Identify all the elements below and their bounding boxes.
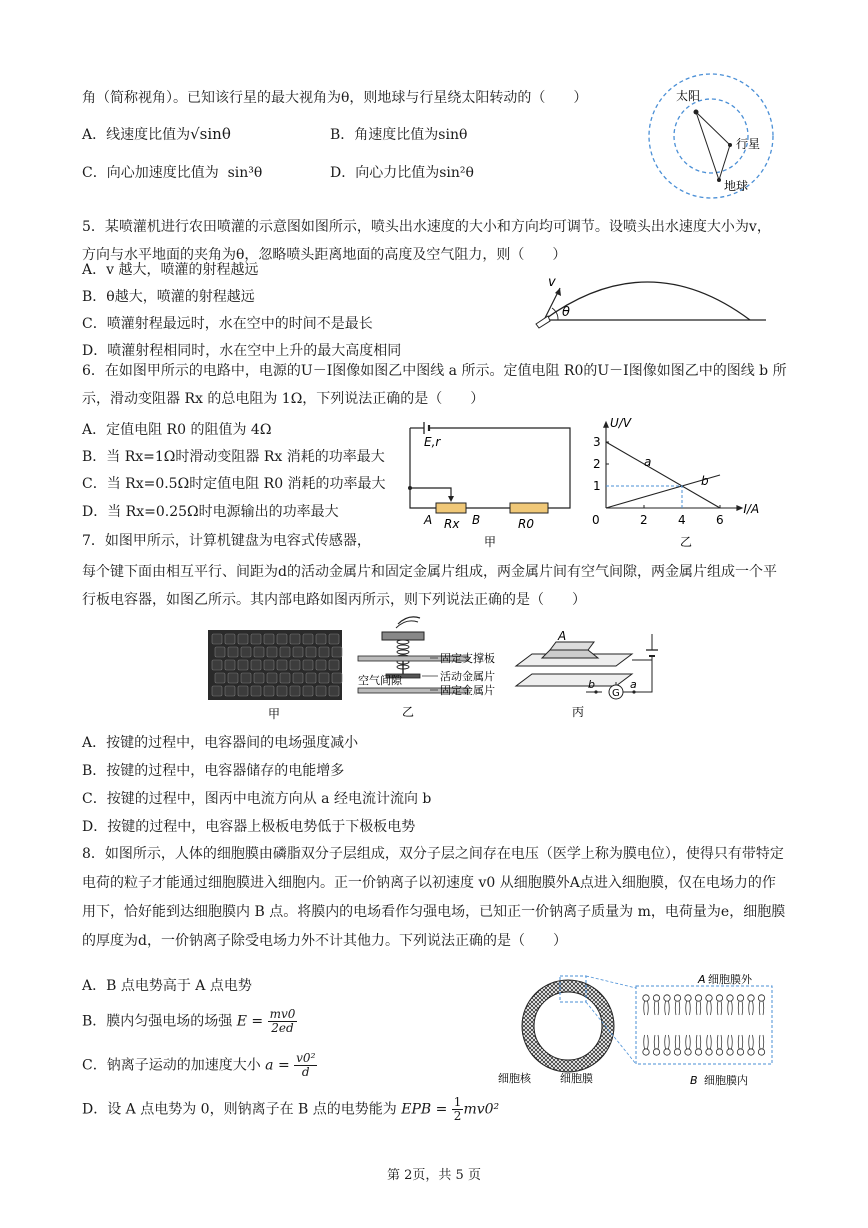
q6-circuit-figure <box>400 420 580 548</box>
key-icon <box>267 647 277 657</box>
lipid-head <box>695 1049 701 1055</box>
lipid-tail <box>675 1035 680 1049</box>
inside-label: 细胞膜内 <box>704 1074 748 1087</box>
key-icon <box>306 647 316 657</box>
key-icon <box>277 686 287 696</box>
graph-caption: 乙 <box>680 535 693 549</box>
q4-orbit-figure <box>636 72 786 202</box>
q7-option-c: C．按键的过程中，图丙中电流方向从 a 经电流计流向 b <box>82 791 432 807</box>
rx-label: Rx <box>444 517 460 531</box>
lipid-head <box>748 995 754 1001</box>
q6-option-d: D．当 Rx=0.25Ω时电源输出的功率最大 <box>82 504 339 520</box>
node-a-label: A <box>424 513 433 527</box>
membrane-label: 细胞膜 <box>560 1072 593 1085</box>
key-block <box>550 642 594 650</box>
key-icon <box>303 660 313 670</box>
q5-option-c: C．喷灌射程最远时，水在空中的时间不是最长 <box>82 316 373 332</box>
key-icon <box>316 634 326 644</box>
lipid-tail <box>728 1035 733 1049</box>
key-icon <box>228 673 238 683</box>
q6-stem: 6．在如图甲所示的电路中，电源的U－I图像如图乙中图线 a 所示。定值电阻 R0的U－I图像如图乙中的图线 b 所示，滑动变阻器 Rx 的总电阻为 1Ω，下列说法正确的是（ ） <box>82 363 787 407</box>
nozzle-icon <box>536 316 550 328</box>
q8-option-b: B．膜内匀强电场的场强 E = $\frac{mv0}{2ed}$ <box>82 1007 296 1035</box>
lipid-head <box>706 995 712 1001</box>
energy-fraction: $\frac{1}{2}$ <box>453 1095 462 1123</box>
key-icon <box>225 686 235 696</box>
key-icon <box>212 660 222 670</box>
key-icon <box>264 634 274 644</box>
air-gap-label: 空气间隙 <box>358 674 402 687</box>
key-icon <box>251 686 261 696</box>
key-icon <box>332 647 342 657</box>
key-icon <box>319 673 329 683</box>
structure-caption: 乙 <box>402 705 415 719</box>
y-axis-arrow <box>603 421 609 428</box>
galvanometer-label: G <box>612 688 620 699</box>
lipid-head <box>685 995 691 1001</box>
lipid-head <box>695 995 701 1001</box>
key-icon <box>215 647 225 657</box>
key-icon <box>238 660 248 670</box>
node-b-label: b <box>588 678 595 691</box>
key-icon <box>293 673 303 683</box>
nucleus-label: 细胞核 <box>498 1072 531 1085</box>
q7-key-structure-figure <box>350 612 510 720</box>
q6-option-a: A．定值电阻 R0 的阻值为 4Ω <box>82 422 272 438</box>
lipid-tail <box>654 1035 659 1049</box>
q7-option-a: A．按键的过程中，电容器间的电场强度减小 <box>82 735 359 751</box>
earth-label: 地球 <box>724 179 749 193</box>
key-icon <box>212 634 222 644</box>
key-icon <box>332 673 342 683</box>
key-icon <box>290 660 300 670</box>
lipid-tail <box>654 1001 659 1015</box>
q7-keyboard-figure <box>208 630 342 720</box>
lipid-head <box>727 1049 733 1055</box>
y-tick-label: 1 <box>593 479 601 493</box>
q5-option-a: A．v 越大，喷灌的射程越远 <box>82 262 259 278</box>
q6-option-b: B．当 Rx=1Ω时滑动变阻器 Rx 消耗的功率最大 <box>82 449 385 465</box>
key-icon <box>254 647 264 657</box>
node-b-label: B <box>472 513 481 527</box>
planet-dot <box>728 143 732 147</box>
lipid-tail <box>717 1035 722 1049</box>
key-icon <box>316 660 326 670</box>
key-icon <box>329 686 339 696</box>
key-icon <box>251 660 261 670</box>
key-icon <box>319 647 329 657</box>
y-tick-label: 3 <box>593 435 601 449</box>
key-icon <box>212 686 222 696</box>
lipid-head <box>643 995 649 1001</box>
lipid-head <box>727 995 733 1001</box>
support-label: 固定支撑板 <box>440 652 495 665</box>
key-icon <box>267 673 277 683</box>
lipid-head <box>737 995 743 1001</box>
y-axis-label: U/V <box>610 415 632 430</box>
lower-plate <box>516 674 632 686</box>
x-axis-arrow <box>736 505 743 511</box>
sun-dot <box>694 110 699 115</box>
key-cap <box>382 632 424 640</box>
earth-dot <box>717 178 721 182</box>
series-label-a: a <box>644 455 652 470</box>
lipid-tail <box>686 1001 691 1015</box>
spring-coil <box>397 645 409 649</box>
spring-coil <box>397 650 409 654</box>
lipid-tail <box>738 1035 743 1049</box>
lipid-head <box>685 1049 691 1055</box>
planet-label: 行星 <box>736 137 761 151</box>
key-icon <box>293 647 303 657</box>
x-tick-label: 6 <box>716 513 724 527</box>
lipid-tail <box>675 1001 680 1015</box>
finger-icon <box>398 617 420 624</box>
key-icon <box>225 634 235 644</box>
key-icon <box>306 673 316 683</box>
q4-tail: 角（简称视角）。已知该行星的最大视角为θ，则地球与行星绕太阳转动的（ ） <box>82 90 588 106</box>
keyboard-caption: 甲 <box>268 707 281 721</box>
acceleration-fraction: $\frac{\text{v0²}}{d}$ <box>296 1051 316 1079</box>
key-icon <box>228 647 238 657</box>
circuit-caption: 甲 <box>484 535 497 549</box>
outside-label: 细胞膜外 <box>708 973 752 986</box>
q7-stem-first-line: 7．如图甲所示，计算机键盘为电容式传感器， <box>82 533 371 549</box>
key-icon <box>264 660 274 670</box>
q8-membrane-figure <box>494 968 784 1088</box>
q7-option-b: B．按键的过程中，电容器储存的电能增多 <box>82 763 345 779</box>
q8-option-a: A．B 点电势高于 A 点电势 <box>82 978 252 994</box>
page-footer: 第 2页，共 5 页 <box>387 1168 481 1183</box>
lipid-head <box>706 1049 712 1055</box>
lipid-head <box>653 1049 659 1055</box>
x-tick-label: 4 <box>678 513 686 527</box>
lipid-tail <box>759 1035 764 1049</box>
key-icon <box>329 634 339 644</box>
lipid-head <box>737 1049 743 1055</box>
q6-ui-chart <box>588 415 792 550</box>
lipid-head <box>758 1049 764 1055</box>
lipid-tail <box>717 1001 722 1015</box>
key-icon <box>241 673 251 683</box>
r0-resistor <box>510 503 548 513</box>
water-path <box>544 282 750 320</box>
lipid-tail <box>738 1001 743 1015</box>
point-a-label: A <box>698 973 706 986</box>
lipid-tail <box>728 1001 733 1015</box>
key-icon <box>238 686 248 696</box>
lipid-head <box>653 995 659 1001</box>
lipid-head <box>758 995 764 1001</box>
q4-option-d: D．向心力比值为sin²θ <box>330 165 474 181</box>
q6-option-c: C．当 Rx=0.5Ω时定值电阻 R0 消耗的功率最大 <box>82 476 386 492</box>
lipid-tail <box>707 1035 712 1049</box>
r0-label: R0 <box>518 517 534 531</box>
q7-internal-circuit-figure <box>506 620 666 720</box>
key-icon <box>241 647 251 657</box>
lipid-head <box>674 995 680 1001</box>
key-icon <box>277 660 287 670</box>
q5-stem: 5．某喷灌机进行农田喷灌的示意图如图所示，喷头出水速度的大小和方向均可调节。设喷头出水速度大小为v，方向与水平地面的夹角为θ，忽略喷头距离地面的高度及空气阻力，则（ ） <box>82 219 771 263</box>
x-tick-label: 0 <box>592 513 600 527</box>
lipid-tail <box>696 1035 701 1049</box>
lipid-head <box>664 995 670 1001</box>
x-axis-label: I/A <box>743 502 760 516</box>
moving-plate-label: 活动金属片 <box>440 670 495 683</box>
lipid-tail <box>644 1035 649 1049</box>
planet-orbit <box>674 99 748 173</box>
key-icon <box>254 673 264 683</box>
rx-resistor <box>436 503 466 513</box>
key-icon <box>277 634 287 644</box>
lipid-tail <box>749 1035 754 1049</box>
lipid-tail <box>665 1035 670 1049</box>
q5-option-b: B．θ越大，喷灌的射程越远 <box>82 289 255 305</box>
spring-coil <box>397 640 409 644</box>
q4-option-a: A．线速度比值为√sinθ <box>82 125 231 143</box>
field-fraction: $\frac{mv0}{2ed}$ <box>269 1007 296 1035</box>
key-icon <box>251 634 261 644</box>
velocity-label: v <box>548 275 556 290</box>
lipid-head <box>748 1049 754 1055</box>
angle-label: θ <box>562 305 570 320</box>
q5-option-d: D．喷灌射程相同时，水在空中上升的最大高度相同 <box>82 343 402 359</box>
key-icon <box>264 686 274 696</box>
q8-stem: 8．如图所示，人体的细胞膜由磷脂双分子层组成，双分子层之间存在电压（医学上称为膜电位），使得只有带特定电荷的粒子才能通过细胞膜进入细胞内。正一价钠离子以初速度 v0 从细胞膜外A点进入细胞膜，仅在电场力的作用下，恰好能到达细胞膜内 B 点。将膜内的电场看作匀强电场，已知正一价钠离子质量为 m，电荷量为e，细胞膜的厚度为d，一价钠离子除受电场力外不计其他力。下列说法正确的是（ ） <box>82 846 786 949</box>
key-icon <box>316 686 326 696</box>
series-label-b: b <box>701 473 709 488</box>
key-icon <box>290 634 300 644</box>
earth-orbit <box>649 74 773 198</box>
key-icon <box>290 686 300 696</box>
point-b-label: B <box>690 1074 698 1087</box>
q7-stem: 每个键下面由相互平行、间距为d的活动金属片和固定金属片组成，两金属片间有空气间隙，两金属片组成一个平行板电容器，如图乙所示。其内部电路如图丙所示，则下列说法正确的是（ ） <box>82 564 777 608</box>
q4-option-c: C．向心加速度比值为 sin³θ <box>82 165 263 181</box>
lipid-tail <box>759 1001 764 1015</box>
source-label: E,r <box>424 435 441 449</box>
lipid-tail <box>686 1035 691 1049</box>
key-icon <box>225 660 235 670</box>
q8-option-d: D．设 A 点电势为 0，则钠离子在 B 点的电势能为 EPB = $\frac{1}{2}$ mv0² <box>82 1095 500 1123</box>
lipid-tail <box>644 1001 649 1015</box>
lipid-head <box>643 1049 649 1055</box>
q7-option-d: D．按键的过程中，电容器上极板电势低于下极板电势 <box>82 819 416 835</box>
q4-option-b: B．角速度比值为sinθ <box>330 127 468 143</box>
key-icon <box>280 673 290 683</box>
key-icon <box>329 660 339 670</box>
lipid-head <box>674 1049 680 1055</box>
q5-trajectory-figure <box>530 270 770 332</box>
lipid-head <box>664 1049 670 1055</box>
fixed-plate-label: 固定金属片 <box>440 684 495 697</box>
lipid-tail <box>665 1001 670 1015</box>
key-icon <box>215 673 225 683</box>
lipid-tail <box>696 1001 701 1015</box>
node-a-label: a <box>630 678 637 691</box>
lipid-tail <box>707 1001 712 1015</box>
slider-wire <box>410 488 451 500</box>
key-icon <box>238 634 248 644</box>
key-icon <box>280 647 290 657</box>
sun-label: 太阳 <box>676 89 701 103</box>
key-icon <box>303 634 313 644</box>
lipid-tail <box>749 1001 754 1015</box>
key-icon <box>303 686 313 696</box>
x-tick-label: 2 <box>640 513 648 527</box>
y-tick-label: 2 <box>593 457 601 471</box>
key-a-label: A <box>558 629 567 643</box>
lipid-head <box>716 995 722 1001</box>
q8-option-c: C．钠离子运动的加速度大小 a = $\frac{\text{v0²}}{d}$ <box>82 1051 316 1079</box>
lipid-head <box>716 1049 722 1055</box>
internal-circuit-caption: 丙 <box>572 705 585 719</box>
